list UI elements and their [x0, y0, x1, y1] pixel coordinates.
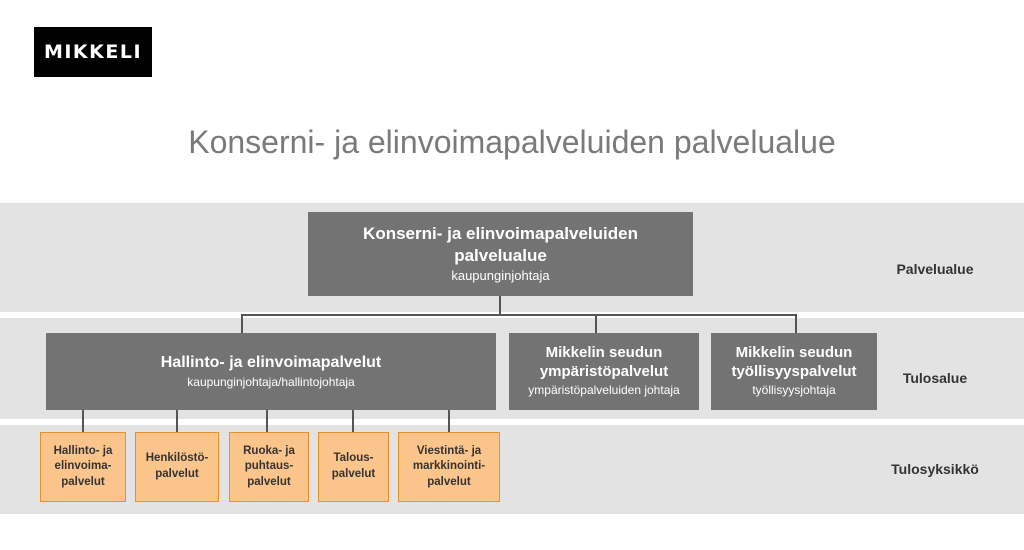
box-tyollisyyspalvelut	[711, 333, 877, 410]
row-label-tulosyksikko: Tulosyksikkö	[891, 461, 979, 477]
box-ymparisto-title-2: ympäristöpalvelut	[539, 362, 669, 380]
connector-unit-1	[82, 410, 84, 433]
connector-ymparisto-drop	[595, 314, 597, 333]
unit-hallinto-elinvoimapalvelut: Hallinto- ja elinvoima- palvelut	[40, 432, 126, 502]
unit-viestinta-markkinointipalvelut: Viestintä- ja markkinointi- palvelut	[398, 432, 500, 502]
unit-ruoka-puhtauspalvelut: Ruoka- ja puhtaus- palvelut	[229, 432, 309, 502]
box-ymparistopalvelut	[509, 333, 699, 410]
box-ymparisto-subtitle: ympäristöpalveluiden johtaja	[528, 383, 680, 398]
box-palvelualue-title-1: Konserni- ja elinvoimapalveluiden	[363, 224, 638, 244]
box-palvelualue-subtitle: kaupunginjohtaja	[451, 267, 550, 283]
logo-text: MIKKELI	[43, 41, 143, 63]
row-label-palvelualue: Palvelualue	[896, 261, 974, 277]
box-tyollisyys-title-2: työllisyyspalvelut	[731, 362, 857, 380]
page-title: Konserni- ja elinvoimapalveluiden palvelualue	[188, 124, 836, 160]
connector-hallinto-drop	[241, 314, 243, 333]
unit-henkilostopalvelut: Henkilöstö- palvelut	[135, 432, 219, 502]
box-hallinto-elinvoima	[46, 333, 496, 410]
connector-unit-4	[352, 410, 354, 433]
box-palvelualue	[308, 212, 693, 296]
mikkeli-logo	[34, 27, 152, 77]
box-hallinto-title: Hallinto- ja elinvoimapalvelut	[160, 353, 382, 371]
unit-talouspalvelut: Talous- palvelut	[318, 432, 389, 502]
box-palvelualue-title-2: palvelualue	[454, 245, 547, 265]
connector-top-vertical	[499, 296, 501, 315]
box-tyollisyys-title-1: Mikkelin seudun	[735, 343, 853, 361]
connector-tulosalue-horizontal	[241, 314, 797, 316]
box-tyollisyys-subtitle: työllisyysjohtaja	[752, 383, 836, 398]
connector-unit-5	[448, 410, 450, 433]
row-label-tulosalue: Tulosalue	[902, 370, 968, 386]
box-hallinto-subtitle: kaupunginjohtaja/hallintojohtaja	[187, 374, 355, 389]
connector-unit-3	[266, 410, 268, 433]
box-ymparisto-title-1: Mikkelin seudun	[545, 343, 663, 361]
connector-unit-2	[176, 410, 178, 433]
connector-tyollisyys-drop	[795, 314, 797, 333]
